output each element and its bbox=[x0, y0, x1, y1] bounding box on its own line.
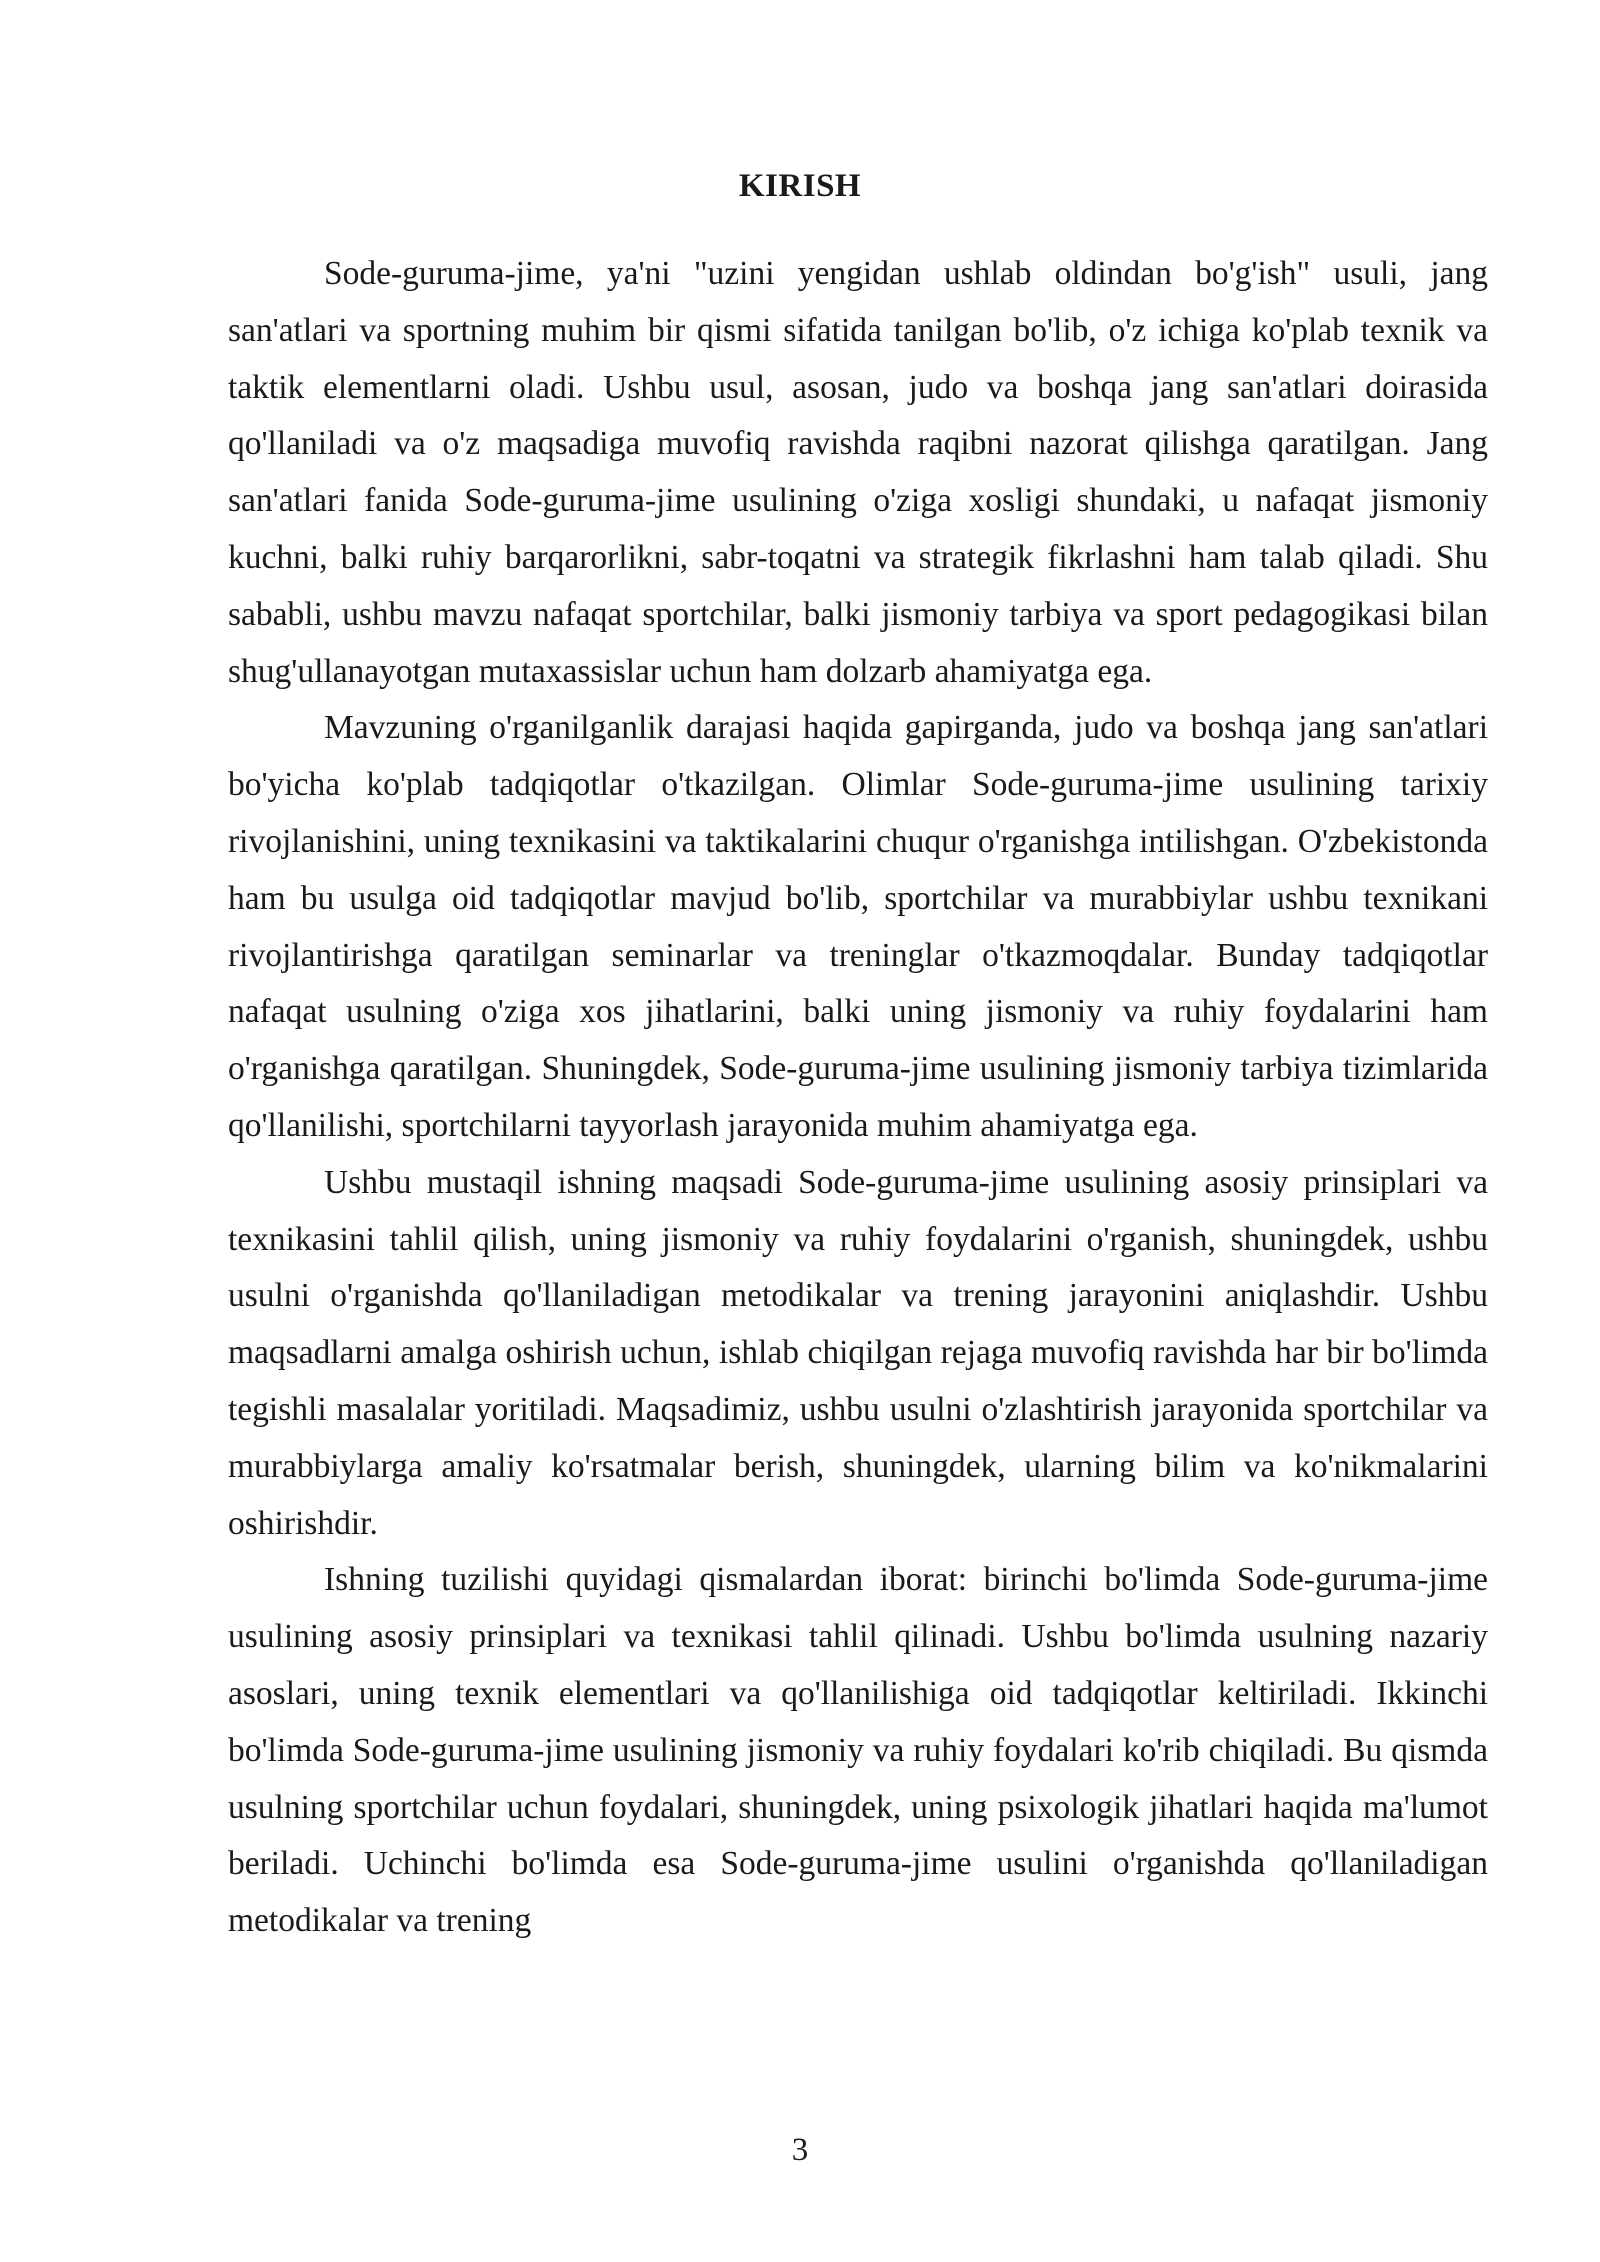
paragraph-goal: Ushbu mustaqil ishning maqsadi Sode-guruma-jime usulining asosiy prinsiplari va texnikasini tahlil qilish, uning jismoniy va ruhiy foydalarini o'rganish, shuningdek, ushbu usulni o'rganishda qo'llaniladigan metodikalar va trening jarayonini aniqlashdir. Ushbu maqsadlarni amalga oshirish uchun, ishlab chiqilgan rejaga muvofiq ravishda har bir bo'limda tegishli masalalar yoritiladi. Maqsadimiz, ushbu usulni o'zlashtirish jarayonida sportchilar va murabbiylarga amaliy ko'rsatmalar berish, shuningdek, ularning bilim va ko'nikmalarini oshirishdir. bbox=[228, 1163, 1488, 1542]
page-number: 3 bbox=[791, 2132, 809, 2168]
section-heading: KIRISH bbox=[738, 168, 862, 204]
paragraph-intro: Sode-guruma-jime, ya'ni "uzini yengidan ushlab oldindan bo'g'ish" usuli, jang san'atlari va sportning muhim bir qismi sifatida tanilgan bo'lib, o'z ichiga ko'plab texnik va taktik elementlarni oladi. Ushbu usul, asosan, judo va boshqa jang san'atlari doirasida qo'llaniladi va o'z maqsadiga muvofiq ravishda raqibni nazorat qilishga qaratilgan. Jang san'atlari fanida Sode-guruma-jime usulining o'ziga xosligi shundaki, u nafaqat jismoniy kuchni, balki ruhiy barqarorlikni, sabr-toqatni va strategik fikrlashni ham talab qiladi. Shu sababli, ushbu mavzu nafaqat sportchilar, balki jismoniy tarbiya va sport pedagogikasi bilan shug'ullanayotgan mutaxassislar uchun ham dolzarb ahamiyatga ega. bbox=[228, 255, 1488, 690]
paragraph-structure: Ishning tuzilishi quyidagi qismalardan iborat: birinchi bo'limda Sode-guruma-jime usulining asosiy prinsiplari va texnikasi tahlil qilinadi. Ushbu bo'limda usulning nazariy asoslari, uning texnik elementlari va qo'llanilishiga oid tadqiqotlar keltiriladi. Ikkinchi bo'limda Sode-guruma-jime usulining jismoniy va ruhiy foydalari ko'rib chiqiladi. Bu qismda usulning sportchilar uchun foydalari, shuningdek, uning psixologik jihatlari haqida ma'lumot beriladi. Uchinchi bo'limda esa Sode-guruma-jime usulini o'rganishda qo'llaniladigan metodikalar va trening bbox=[228, 1561, 1488, 1940]
body-text bbox=[228, 246, 1488, 1950]
paragraph-research-level: Mavzuning o'rganilganlik darajasi haqida gapirganda, judo va boshqa jang san'atlari bo'yicha ko'plab tadqiqotlar o'tkazilgan. Olimlar Sode-guruma-jime usulining tarixiy rivojlanishini, uning texnikasini va taktikalarini chuqur o'rganishga intilishgan. O'zbekistonda ham bu usulga oid tadqiqotlar mavjud bo'lib, sportchilar va murabbiylar ushbu texnikani rivojlantirishga qaratilgan seminarlar va treninglar o'tkazmoqdalar. Bunday tadqiqotlar nafaqat usulning o'ziga xos jihatlarini, balki uning jismoniy va ruhiy foydalarini ham o'rganishga qaratilgan. Shuningdek, Sode-guruma-jime usulining jismoniy tarbiya tizimlarida qo'llanilishi, sportchilarni tayyorlash jarayonida muhim ahamiyatga ega. bbox=[228, 709, 1488, 1144]
